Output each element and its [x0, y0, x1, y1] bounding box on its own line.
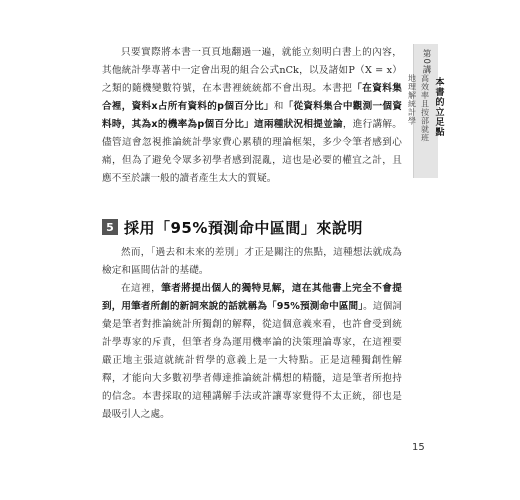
emphasis-text: 「從資料集合中觀測一個資料時，其為x的機率為p個百分比」 [102, 101, 403, 130]
side-tab-subtitle-1: 高效率且按部就班 [420, 74, 430, 143]
paragraph-text: ，進行講解。儘管這會忽視推論統計學家費心累積的理論框架，多少令筆者感到心痛，但為了避免令眾多初學者感到混亂，這也是必要的權宜之計，且應不至於讓一般的讀者產生太大的質疑。 [102, 119, 403, 184]
paragraph-intro [102, 44, 402, 188]
body-text-top [102, 44, 402, 188]
emphasis-text: 筆者將提出個人的獨特見解，這在其他書上完全不會提到，用筆者所創的新詞來說的話就稱為「95%預測命中區間」 [102, 283, 402, 312]
body-text-bottom [102, 244, 402, 424]
side-tab-chapter: 第0講 [421, 49, 431, 75]
section-number-badge: 5 [102, 219, 118, 235]
side-tab-subtitle-2: 地理解統計學 [407, 74, 417, 126]
emphasis-text: 「在資料集合裡，資料x占所有資料的p個百分比」 [102, 83, 403, 112]
paragraph-past-future [102, 244, 402, 280]
side-tab-title: 本書的立足點 [433, 77, 444, 138]
paragraph-text: 在這裡， [121, 283, 162, 294]
side-tab-body [407, 74, 446, 142]
paragraph-text: 和 [273, 101, 284, 112]
section-heading [102, 216, 402, 238]
chapter-side-tab [407, 44, 444, 178]
paragraph-text: 。這個詞彙是筆者對推論統計所獨創的解釋，從這個意義來看，也許會受到統計學專家的斥責，但筆者身為運用機率論的決策理論專家，在這裡要嚴正地主張這就統計哲學的意義上是一大特點。正是這種獨創性解釋，才能向大多數初學者傳達推論統計構想的精髓，這是筆者所抱持的信念。本書採取的這種講解手法或許讓專家覺得不太正統，卻也是最吸引人之處。 [102, 301, 402, 420]
paragraph-prediction-interval [102, 280, 402, 424]
page-number: 15 [412, 442, 425, 453]
paragraph-text: 然而，「過去和未來的差別」才正是關注的焦點，這種想法就成為檢定和區間估計的基礎。 [102, 247, 402, 276]
emphasis-text: 這兩種狀況相提並論 [253, 119, 343, 130]
section-title: 採用「95%預測命中區間」來說明 [124, 218, 363, 237]
paragraph-text: 只要實際將本書一頁頁地翻過一遍，就能立刻明白書上的內容，其他統計學專著中一定會出現的組合公式nCk，以及諸如P（X = x）之類的隨機變數符號，在本書裡統統都不會出現。本書把 [102, 47, 402, 94]
